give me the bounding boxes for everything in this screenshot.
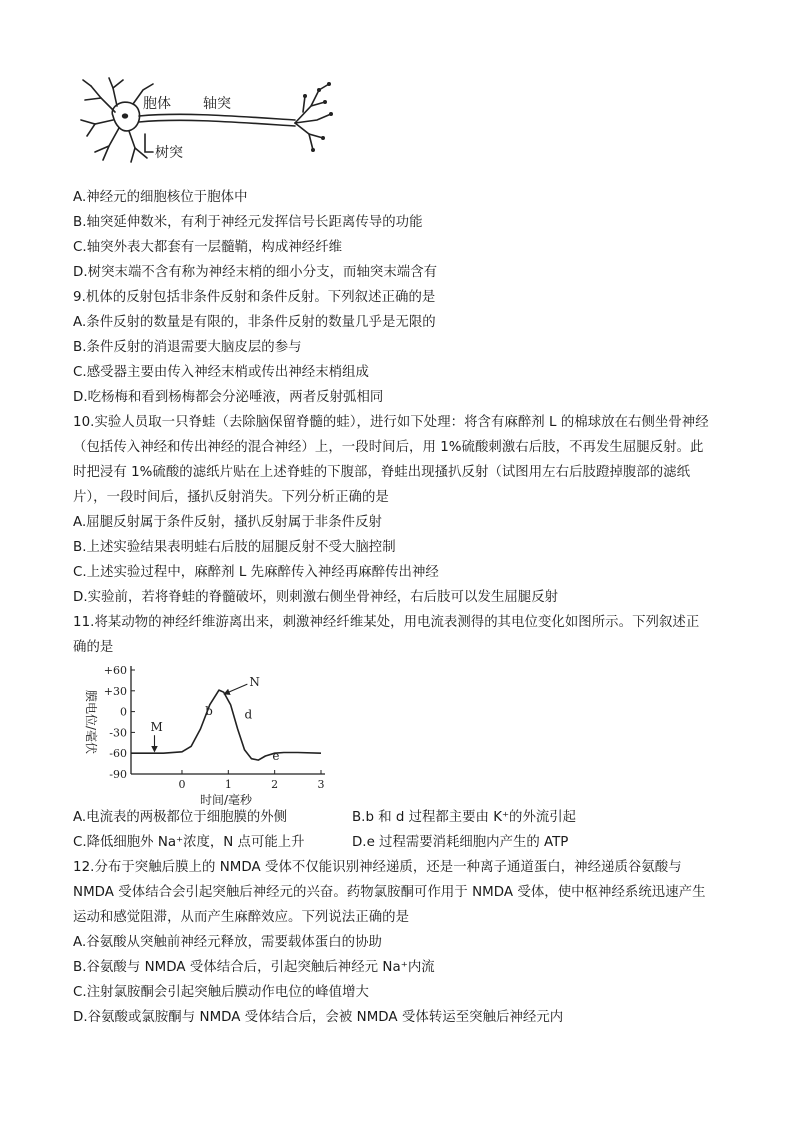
q12-option-a: A.谷氨酸从突触前神经元释放，需要载体蛋白的协助 (73, 935, 382, 950)
annotation-label: d (244, 707, 253, 722)
q10-stem-line-3: 时把浸有 1%硫酸的滤纸片贴在上述脊蛙的下腹部，脊蛙出现搔扒反射（试图用左右后肢蹬掉腹部的滤纸 (73, 465, 691, 480)
q9-option-a: A.条件反射的数量是有限的，非条件反射的数量几乎是无限的 (73, 315, 436, 330)
y-tick-label: +30 (103, 684, 127, 698)
q9-option-c: C.感受器主要由传入神经末梢或传出神经末梢组成 (73, 365, 369, 380)
annotation-label: M (150, 720, 163, 735)
x-tick-label: 0 (178, 778, 186, 791)
q8-option-a: A.神经元的细胞核位于胞体中 (73, 190, 248, 205)
q10-option-a: A.屈腿反射属于条件反射，搔扒反射属于非条件反射 (73, 515, 382, 530)
q10-option-c: C.上述实验过程中，麻醉剂 L 先麻醉传入神经再麻醉传出神经 (73, 565, 439, 580)
q10-option-d: D.实验前，若将脊蛙的脊髓破坏，则刺激右侧坐骨神经，右后肢可以发生屈腿反射 (73, 590, 559, 605)
q11-option-d: D.e 过程需要消耗细胞内产生的 ATP (352, 835, 569, 850)
q12-stem-line-3: 运动和感觉阻滞，从而产生麻醉效应。下列说法正确的是 (73, 910, 410, 925)
q8-option-b: B.轴突延伸数米，有利于神经元发挥信号长距离传导的功能 (73, 215, 423, 230)
y-tick-label: -30 (109, 726, 127, 740)
q10-stem-line-4: 片），一段时间后，搔扒反射消失。下列分析正确的是 (73, 490, 389, 505)
soma-label: 胞体 (143, 96, 171, 112)
q12-option-d: D.谷氨酸或氯胺酮与 NMDA 受体结合后，会被 NMDA 受体转运至突触后神经元内 (73, 1010, 564, 1025)
x-tick-label: 1 (224, 778, 232, 791)
q12-option-b: B.谷氨酸与 NMDA 受体结合后，引起突触后神经元 Na⁺内流 (73, 960, 435, 975)
q10-stem-line-2: （包括传入神经和传出神经的混合神经）上，一段时间后，用 1%硫酸刺激右后肢，不再发生屈腿反射。此 (73, 440, 704, 455)
x-tick-label: 3 (317, 778, 325, 791)
y-tick-label: -60 (109, 747, 127, 761)
q9-option-d: D.吃杨梅和看到杨梅都会分泌唾液，两者反射弧相同 (73, 390, 384, 405)
q8-option-c: C.轴突外表大都套有一层髓鞘，构成神经纤维 (73, 240, 343, 255)
dendrite-label: 树突 (155, 145, 183, 161)
q11-option-a: A.电流表的两极都位于细胞膜的外侧 (73, 810, 288, 825)
q11-stem-line-1: 11.将某动物的神经纤维游离出来，刺激神经纤维某处，用电流表测得的其电位变化如图所示。下列叙述正 (73, 615, 700, 630)
q11-option-b: B.b 和 d 过程都主要由 K⁺的外流引起 (352, 810, 577, 825)
q9-option-b: B.条件反射的消退需要大脑皮层的参与 (73, 340, 302, 355)
chart-ticks (104, 664, 325, 805)
chart-annotations (150, 675, 279, 763)
q12-stem-line-2: NMDA 受体结合会引起突触后神经元的兴奋。药物氯胺酮可作用于 NMDA 受体，使中枢神经系统迅速产生 (73, 885, 706, 900)
annotation-label: N (249, 675, 260, 690)
q12-stem-line-1: 12.分布于突触后膜上的 NMDA 受体不仅能识别神经递质，还是一种离子通道蛋白，神经递质谷氨酸与 (73, 860, 682, 875)
y-tick-label: 0 (120, 705, 127, 719)
q9-stem: 9.机体的反射包括非条件反射和条件反射。下列叙述正确的是 (73, 290, 436, 305)
q10-option-b: B.上述实验结果表明蛙右后肢的屈腿反射不受大脑控制 (73, 540, 396, 555)
annotation-arrow (226, 684, 247, 693)
q12-option-c: C.注射氯胺酮会引起突触后膜动作电位的峰值增大 (73, 985, 369, 1000)
y-tick-label: +60 (103, 664, 127, 677)
x-axis-label: 时间/毫秒 (199, 793, 253, 805)
q8-option-d: D.树突末端不含有称为神经末梢的细小分支，而轴突末端含有 (73, 265, 438, 280)
annotation-label: e (272, 749, 280, 764)
neuron-figure (73, 76, 338, 166)
x-tick-label: 2 (271, 778, 279, 791)
y-tick-label: -90 (109, 768, 127, 781)
y-axis-label-group (84, 690, 99, 754)
membrane-potential-chart (73, 660, 338, 805)
q11-stem-line-2: 确的是 (73, 640, 114, 655)
annotation-label: b (205, 704, 213, 719)
axon-label: 轴突 (203, 96, 231, 112)
y-axis-label: 膜电位/毫伏 (84, 689, 98, 755)
q10-stem-line-1: 10.实验人员取一只脊蛙（去除脑保留脊髓的蛙），进行如下处理：将含有麻醉剂 L 的棉球放在右侧坐骨神经 (73, 415, 709, 430)
q11-option-c: C.降低细胞外 Na⁺浓度，N 点可能上升 (73, 835, 305, 850)
